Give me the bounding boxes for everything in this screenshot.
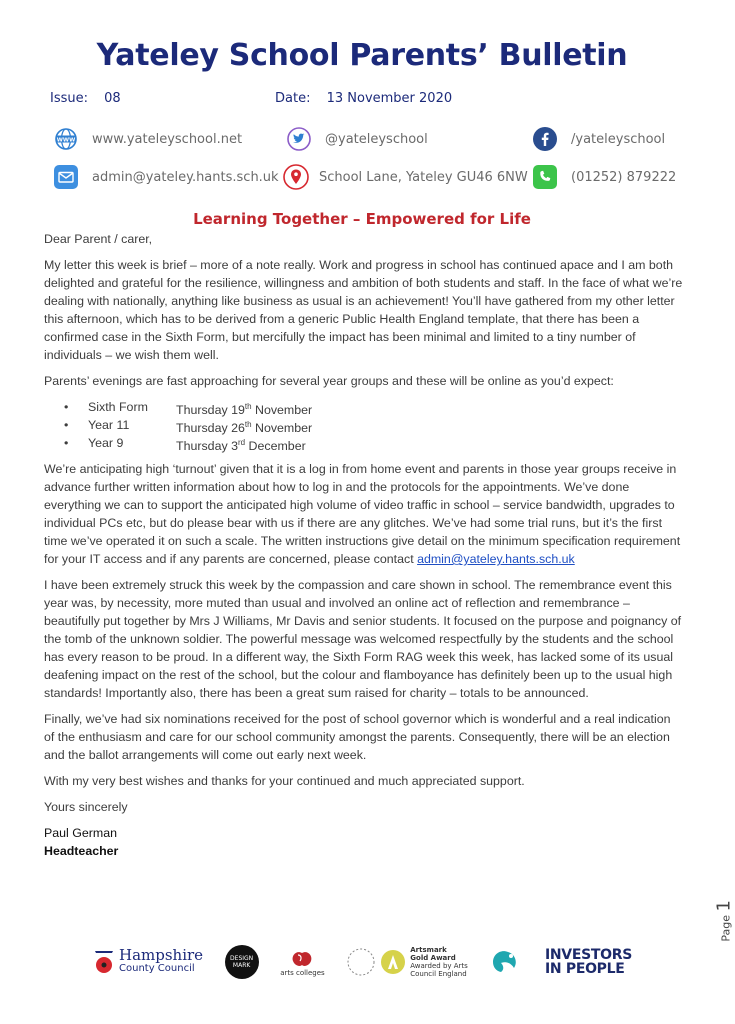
- hampshire-logo: Hampshire County Council: [92, 947, 203, 977]
- arts-colleges-logo: arts colleges: [280, 947, 325, 977]
- evening-date: Thursday 19th November: [176, 402, 313, 418]
- facebook-icon: [533, 127, 557, 151]
- parents-evening-list: [44, 398, 684, 452]
- letter-body: [44, 230, 684, 860]
- list-item: • Year 11 Thursday 26th November: [64, 418, 313, 436]
- twitter-text: @yateleyschool: [325, 131, 428, 147]
- evening-date: Thursday 26th November: [176, 420, 313, 436]
- page-number: Page 1: [714, 900, 735, 942]
- date-row: [275, 91, 452, 106]
- greeting: Dear Parent / carer,: [44, 232, 153, 246]
- contact-phone[interactable]: [533, 165, 676, 189]
- design-mark-logo: DESIGN MARK: [225, 945, 259, 979]
- teal-emblem-logo: [489, 946, 523, 978]
- bulletin-title: Yateley School Parents’ Bulletin: [96, 38, 628, 73]
- signature-block: [44, 824, 684, 860]
- contact-email[interactable]: [54, 165, 279, 189]
- admin-email-link[interactable]: admin@yateley.hants.sch.uk: [417, 552, 575, 566]
- phone-icon: [533, 165, 557, 189]
- footer-logos: [92, 940, 632, 984]
- date-value: 13 November 2020: [326, 91, 453, 106]
- investors-in-people-logo: INVESTORS IN PEOPLE: [544, 947, 632, 977]
- paragraph-4: I have been extremely struck this week by the compassion and care shown in school. The remembrance event this year was, by necessity, more muted than usual and involved an online act of reflection and remembrance – beautifully put together by Mrs J Williams, Mr Davis and senior students. It focused on the purpose and poignancy of the tomb of the unknown soldier. The powerful message was welcomed respectfully by the students and the school has every reason to be proud. In a different way, the Sixth Form RAG week this week, has lacked some of its usual deafening impact on the rest of the school, but the colour and flamboyance has definitely been up to the usual high standards! Importantly also, there has been a great sum raised for charity – totals to be announced.: [44, 578, 682, 700]
- contact-facebook[interactable]: [533, 127, 665, 151]
- contact-twitter[interactable]: [287, 127, 428, 151]
- facebook-text: /yateleyschool: [571, 131, 666, 147]
- year-group: Year 9: [88, 436, 124, 450]
- twitter-icon: [287, 127, 311, 151]
- closing: Yours sincerely: [44, 800, 128, 814]
- contact-website[interactable]: [54, 127, 242, 151]
- location-pin-icon: [284, 165, 308, 189]
- address-text: School Lane, Yateley GU46 6NW: [319, 169, 528, 185]
- evening-date: Thursday 3rd December: [176, 438, 306, 454]
- issue-label: Issue:: [50, 91, 88, 106]
- paragraph-1: My letter this week is brief – more of a note really. Work and progress in school has continued apace and I am both delighted and grateful for the resilience, willingness and ambition of both students and staff. In the face of what we’re dealing with nationally, anything like business as usual is an achievement! You’ll have gathered from my other letter this afternoon, which has to be derived from a generic Public Health England template, that there has been a confirmed case in the Sixth Form, but mercifully the impact has been minimal and limited to a tiny number of individuals – we wish them well.: [44, 258, 683, 362]
- phone-text: (01252) 879222: [571, 169, 677, 185]
- paragraph-6: With my very best wishes and thanks for your continued and much appreciated support.: [44, 774, 525, 788]
- year-group: Sixth Form: [88, 400, 148, 414]
- issue-value: 08: [104, 91, 121, 106]
- email-text: admin@yateley.hants.sch.uk: [92, 169, 279, 185]
- paragraph-2: Parents’ evenings are fast approaching for several year groups and these will be online as you’d expect:: [44, 374, 614, 388]
- date-label: Date:: [275, 91, 311, 106]
- contact-address: [284, 165, 528, 189]
- list-item: • Year 9 Thursday 3rd December: [64, 436, 306, 454]
- year-group: Year 11: [88, 418, 130, 432]
- issue-row: [50, 91, 121, 106]
- paragraph-3: We’re anticipating high ‘turnout’ given that it is a log in from home event and parents in those year groups receive in advance further written information about how to log in and the protocols for the appointments. We’ve done everything we can to support the anticipated high volume of video traffic in school – service bandwidth, upgrades to individual PCs etc, but do please bear with us if there are any glitches. We’ve had some trial runs, but it’s the first time we’ve operated it on such a scale. The written instructions give detail on the minimum specification requirement for your IT access and if any parents are concerned, please contact admin@yateley.hants.sch.uk: [44, 462, 681, 566]
- artsmark-logo: Artsmark Gold Award Awarded by Arts Council England: [346, 946, 468, 978]
- school-motto: Learning Together – Empowered for Life: [193, 210, 531, 228]
- list-item: • Sixth Form Thursday 19th November: [64, 400, 313, 418]
- svg-text:WWW: WWW: [56, 137, 76, 144]
- paragraph-5: Finally, we’ve had six nominations received for the post of school governor which is wonderful and a real indication of the enthusiasm and care for our school community amongst the parents. Consequently, there will be an election and the ballot arrangements will come out early next week.: [44, 712, 671, 762]
- website-text: www.yateleyschool.net: [92, 131, 243, 147]
- signer-title: Headteacher: [44, 844, 119, 858]
- mail-icon: [54, 165, 78, 189]
- globe-icon: [54, 127, 78, 151]
- signer-name: Paul German: [44, 826, 118, 840]
